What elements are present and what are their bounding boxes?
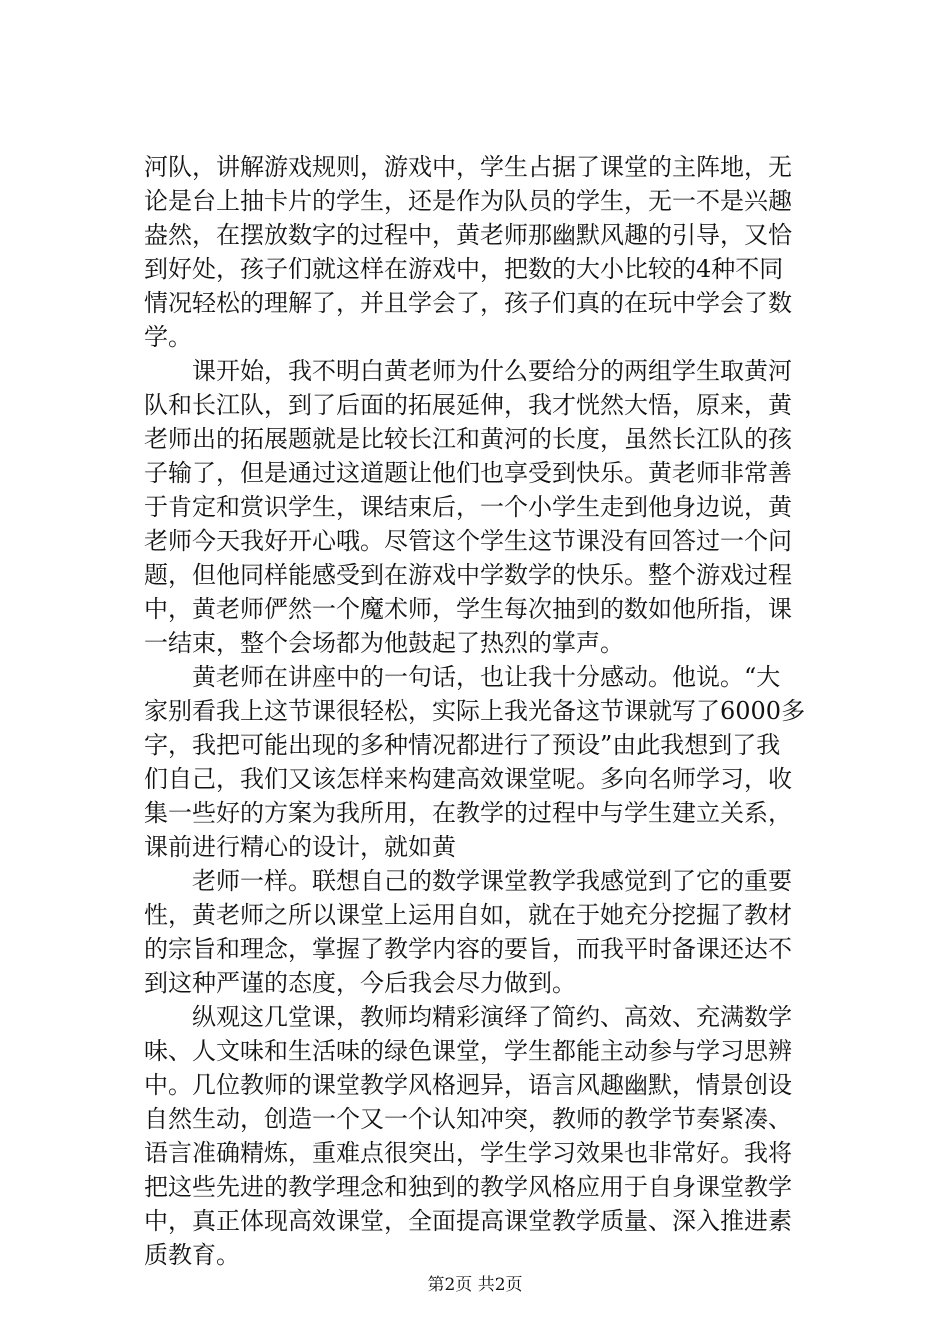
text-line: 字，我把可能出现的多种情况都进行了预设”由此我想到了我 [144,731,781,759]
text-line: 家别看我上这节课很轻松，实际上我光备这节课就写了6000多 [144,697,806,725]
text-line: 质教育。 [144,1241,240,1269]
text-line: 集一些好的方案为我所用，在教学的过程中与学生建立关系， [144,799,792,827]
text-line: 自然生动，创造一个又一个认知冲突，教师的教学节奏紧凑、 [144,1105,792,1133]
text-line: 河队，讲解游戏规则，游戏中，学生占据了课堂的主阵地，无 [144,153,792,181]
text-line: 学。 [144,323,192,351]
text-line: 课前进行精心的设计，就如黄 [144,833,456,861]
text-line: 语言准确精炼，重难点很突出，学生学习效果也非常好。我将 [144,1139,792,1167]
text-line: 老师今天我好开心哦。尽管这个学生这节课没有回答过一个问 [144,527,792,555]
text-line: 的宗旨和理念，掌握了教学内容的要旨，而我平时备课还达不 [144,935,792,963]
text-line: 性，黄老师之所以课堂上运用自如，就在于她充分挖掘了教材 [144,901,792,929]
page-footer: 第2页 共2页 [427,1275,523,1295]
text-line: 把这些先进的教学理念和独到的教学风格应用于自身课堂教学 [144,1173,792,1201]
text-line: 中，黄老师俨然一个魔术师，学生每次抽到的数如他所指，课 [144,595,792,623]
text-line: 到好处，孩子们就这样在游戏中，把数的大小比较的4种不同 [144,255,784,283]
text-line: 中，真正体现高效课堂，全面提高课堂教学质量、深入推进素 [144,1207,792,1235]
body-text [144,150,834,1272]
text-line: 盎然，在摆放数字的过程中，黄老师那幽默风趣的引导，又恰 [144,221,792,249]
text-line: 黄老师在讲座中的一句话，也让我十分感动。他说。“大 [144,663,781,691]
text-line: 论是台上抽卡片的学生，还是作为队员的学生，无一不是兴趣 [144,187,792,215]
text-line: 队和长江队，到了后面的拓展延伸，我才恍然大悟，原来，黄 [144,391,792,419]
text-line: 情况轻松的理解了，并且学会了，孩子们真的在玩中学会了数 [144,289,792,317]
text-line: 老师一样。联想自己的数学课堂教学我感觉到了它的重要 [144,867,792,895]
text-line: 于肯定和赏识学生，课结束后，一个小学生走到他身边说，黄 [144,493,792,521]
text-line: 一结束，整个会场都为他鼓起了热烈的掌声。 [144,629,624,657]
text-line: 子输了，但是通过这道题让他们也享受到快乐。黄老师非常善 [144,459,792,487]
text-line: 中。几位教师的课堂教学风格迥异，语言风趣幽默，情景创设 [144,1071,792,1099]
text-line: 味、人文味和生活味的绿色课堂，学生都能主动参与学习思辨 [144,1037,792,1065]
text-line: 们自己，我们又该怎样来构建高效课堂呢。多向名师学习，收 [144,765,792,793]
text-line: 老师出的拓展题就是比较长江和黄河的长度，虽然长江队的孩 [144,425,792,453]
text-line: 课开始，我不明白黄老师为什么要给分的两组学生取黄河 [144,357,792,385]
text-line: 题，但他同样能感受到在游戏中学数学的快乐。整个游戏过程 [144,561,792,589]
text-line: 到这种严谨的态度，今后我会尽力做到。 [144,969,576,997]
text-line: 纵观这几堂课，教师均精彩演绎了简约、高效、充满数学 [144,1003,792,1031]
